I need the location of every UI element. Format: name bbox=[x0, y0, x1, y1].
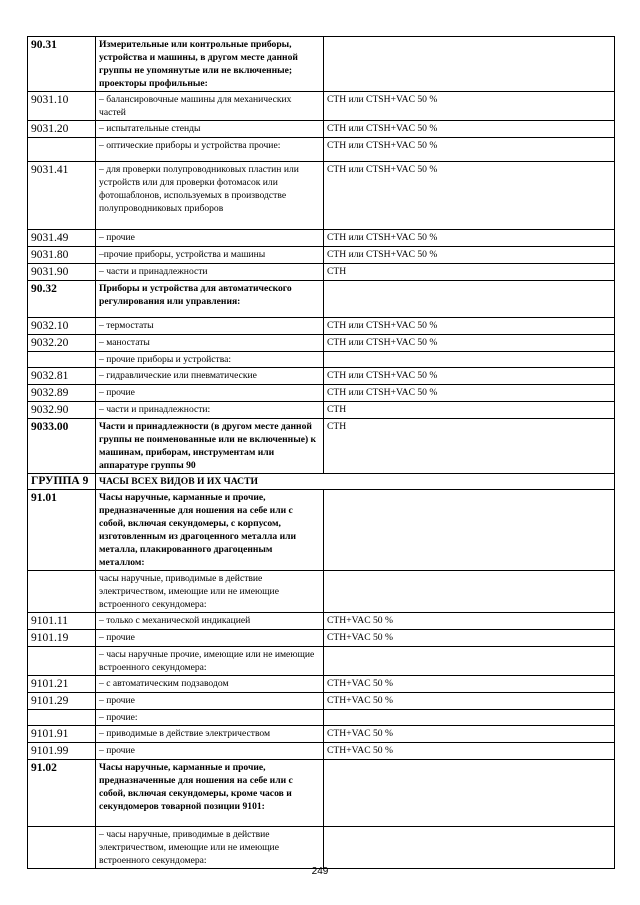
description-cell: – балансировочные машины для механических частей bbox=[96, 92, 324, 121]
origin-rule-cell: СТН+VAC 50 % bbox=[324, 630, 615, 647]
description-cell: – часы наручные прочие, имеющие или не имеющие встроенного секундомера: bbox=[96, 647, 324, 676]
description-cell: – испытательные стенды bbox=[96, 121, 324, 138]
table-row bbox=[28, 264, 615, 281]
hs-code-cell bbox=[28, 647, 96, 676]
description-cell: – прочие: bbox=[96, 710, 324, 726]
tariff-table bbox=[27, 36, 615, 869]
table-row bbox=[28, 710, 615, 726]
table-row bbox=[28, 419, 615, 474]
origin-rule-cell bbox=[324, 352, 615, 368]
description-cell: – термостаты bbox=[96, 318, 324, 335]
hs-code-cell: 9031.80 bbox=[28, 247, 96, 264]
description-cell: – только с механической индикацией bbox=[96, 613, 324, 630]
hs-code-cell: 9031.10 bbox=[28, 92, 96, 121]
description-cell: – части и принадлежности bbox=[96, 264, 324, 281]
origin-rule-cell: СТН или CTSH+VAC 50 % bbox=[324, 318, 615, 335]
hs-code-cell: 90.31 bbox=[28, 37, 96, 92]
origin-rule-cell: СТН или CTSH+VAC 50 % bbox=[324, 368, 615, 385]
description-cell: – прочие приборы и устройства: bbox=[96, 352, 324, 368]
table-row bbox=[28, 613, 615, 630]
table-row bbox=[28, 743, 615, 760]
origin-rule-cell: СТН или CTSH+VAC 50 % bbox=[324, 385, 615, 402]
description-cell: –прочие приборы, устройства и машины bbox=[96, 247, 324, 264]
origin-rule-cell: СТН+VAC 50 % bbox=[324, 676, 615, 693]
hs-code-cell: 90.32 bbox=[28, 281, 96, 318]
origin-rule-cell: СТН или CTSH+VAC 50 % bbox=[324, 121, 615, 138]
group-code: ГРУППА 9 bbox=[28, 474, 96, 490]
origin-rule-cell bbox=[324, 37, 615, 92]
description-cell: Части и принадлежности (в другом месте данной группы не поименованные или не включенные) к машинам, приборам, инструментам или аппаратуре группы 90 bbox=[96, 419, 324, 474]
description-cell: – приводимые в действие электричеством bbox=[96, 726, 324, 743]
origin-rule-cell: СТН или CTSH+VAC 50 % bbox=[324, 138, 615, 162]
hs-code-cell: 9033.00 bbox=[28, 419, 96, 474]
table-row bbox=[28, 760, 615, 827]
origin-rule-cell: СТН или CTSH+VAC 50 % bbox=[324, 230, 615, 247]
hs-code-cell bbox=[28, 138, 96, 162]
origin-rule-cell bbox=[324, 760, 615, 827]
table-row bbox=[28, 92, 615, 121]
table-row bbox=[28, 676, 615, 693]
hs-code-cell: 9031.20 bbox=[28, 121, 96, 138]
origin-rule-cell bbox=[324, 490, 615, 571]
description-cell: – оптические приборы и устройства прочие: bbox=[96, 138, 324, 162]
description-cell: Часы наручные, карманные и прочие, предназначенные для ношения на себе или с собой, включая секундомеры, кроме часов и секундомеров товарной позиции 9101: bbox=[96, 760, 324, 827]
table-row bbox=[28, 827, 615, 869]
origin-rule-cell: СТН+VAC 50 % bbox=[324, 726, 615, 743]
origin-rule-cell bbox=[324, 647, 615, 676]
hs-code-cell: 9101.19 bbox=[28, 630, 96, 647]
description-cell: – маностаты bbox=[96, 335, 324, 352]
hs-code-cell: 9032.10 bbox=[28, 318, 96, 335]
hs-code-cell: 91.02 bbox=[28, 760, 96, 827]
description-cell: – прочие bbox=[96, 630, 324, 647]
hs-code-cell: 9032.89 bbox=[28, 385, 96, 402]
hs-code-cell: 9101.29 bbox=[28, 693, 96, 710]
description-cell: – части и принадлежности: bbox=[96, 402, 324, 419]
group-heading-row bbox=[28, 474, 615, 490]
hs-code-cell bbox=[28, 571, 96, 613]
description-cell: – с автоматическим подзаводом bbox=[96, 676, 324, 693]
table-row bbox=[28, 230, 615, 247]
table-row bbox=[28, 368, 615, 385]
table-row bbox=[28, 138, 615, 162]
hs-code-cell: 9031.90 bbox=[28, 264, 96, 281]
table-row bbox=[28, 490, 615, 571]
table-row bbox=[28, 318, 615, 335]
table-row bbox=[28, 571, 615, 613]
origin-rule-cell: СТН или CTSH+VAC 50 % bbox=[324, 92, 615, 121]
table-row bbox=[28, 281, 615, 318]
description-cell: Часы наручные, карманные и прочие, предназначенные для ношения на себе или с собой, включая секундомеры, с корпусом, изготовленным из драгоценного металла или металла, плакированного драгоценным металлом: bbox=[96, 490, 324, 571]
hs-code-cell: 91.01 bbox=[28, 490, 96, 571]
hs-code-cell bbox=[28, 352, 96, 368]
origin-rule-cell: СТН+VAC 50 % bbox=[324, 743, 615, 760]
table-row bbox=[28, 385, 615, 402]
origin-rule-cell: СТН bbox=[324, 419, 615, 474]
description-cell: часы наручные, приводимые в действие электричеством, имеющие или не имеющие встроенного секундомера: bbox=[96, 571, 324, 613]
tariff-table-body bbox=[28, 37, 615, 869]
origin-rule-cell: СТН или CTSH+VAC 50 % bbox=[324, 162, 615, 230]
origin-rule-cell bbox=[324, 571, 615, 613]
description-cell: – прочие bbox=[96, 230, 324, 247]
table-row bbox=[28, 335, 615, 352]
origin-rule-cell bbox=[324, 281, 615, 318]
description-cell: – гидравлические или пневматические bbox=[96, 368, 324, 385]
hs-code-cell: 9101.91 bbox=[28, 726, 96, 743]
description-cell: – прочие bbox=[96, 693, 324, 710]
origin-rule-cell bbox=[324, 827, 615, 869]
hs-code-cell: 9032.90 bbox=[28, 402, 96, 419]
hs-code-cell: 9031.41 bbox=[28, 162, 96, 230]
hs-code-cell: 9031.49 bbox=[28, 230, 96, 247]
description-cell: – прочие bbox=[96, 743, 324, 760]
description-cell: – прочие bbox=[96, 385, 324, 402]
table-row bbox=[28, 726, 615, 743]
page-number: 249 bbox=[311, 866, 329, 877]
hs-code-cell bbox=[28, 827, 96, 869]
description-cell: Приборы и устройства для автоматического регулирования или управления: bbox=[96, 281, 324, 318]
table-row bbox=[28, 647, 615, 676]
hs-code-cell: 9101.99 bbox=[28, 743, 96, 760]
table-row bbox=[28, 352, 615, 368]
hs-code-cell bbox=[28, 710, 96, 726]
origin-rule-cell: СТН или CTSH+VAC 50 % bbox=[324, 247, 615, 264]
origin-rule-cell: СТН или CTSH+VAC 50 % bbox=[324, 335, 615, 352]
table-row bbox=[28, 630, 615, 647]
hs-code-cell: 9101.21 bbox=[28, 676, 96, 693]
hs-code-cell: 9101.11 bbox=[28, 613, 96, 630]
origin-rule-cell bbox=[324, 710, 615, 726]
hs-code-cell: 9032.81 bbox=[28, 368, 96, 385]
origin-rule-cell: СТН+VAC 50 % bbox=[324, 613, 615, 630]
description-cell: – часы наручные, приводимые в действие электричеством, имеющие или не имеющие встроенного секундомера: bbox=[96, 827, 324, 869]
origin-rule-cell: СТН bbox=[324, 264, 615, 281]
table-row bbox=[28, 37, 615, 92]
table-row bbox=[28, 162, 615, 230]
hs-code-cell: 9032.20 bbox=[28, 335, 96, 352]
description-cell: Измерительные или контрольные приборы, устройства и машины, в другом месте данной группы не упомянутые или не включенные; проекторы профильные: bbox=[96, 37, 324, 92]
table-row bbox=[28, 247, 615, 264]
table-row bbox=[28, 693, 615, 710]
description-cell: – для проверки полупроводниковых пластин или устройств или для проверки фотомасок или фотошаблонов, используемых в производстве полупроводниковых приборов bbox=[96, 162, 324, 230]
origin-rule-cell: СТН+VAC 50 % bbox=[324, 693, 615, 710]
table-row bbox=[28, 121, 615, 138]
origin-rule-cell: СТН bbox=[324, 402, 615, 419]
table-row bbox=[28, 402, 615, 419]
group-title: ЧАСЫ ВСЕХ ВИДОВ И ИХ ЧАСТИ bbox=[96, 474, 615, 490]
